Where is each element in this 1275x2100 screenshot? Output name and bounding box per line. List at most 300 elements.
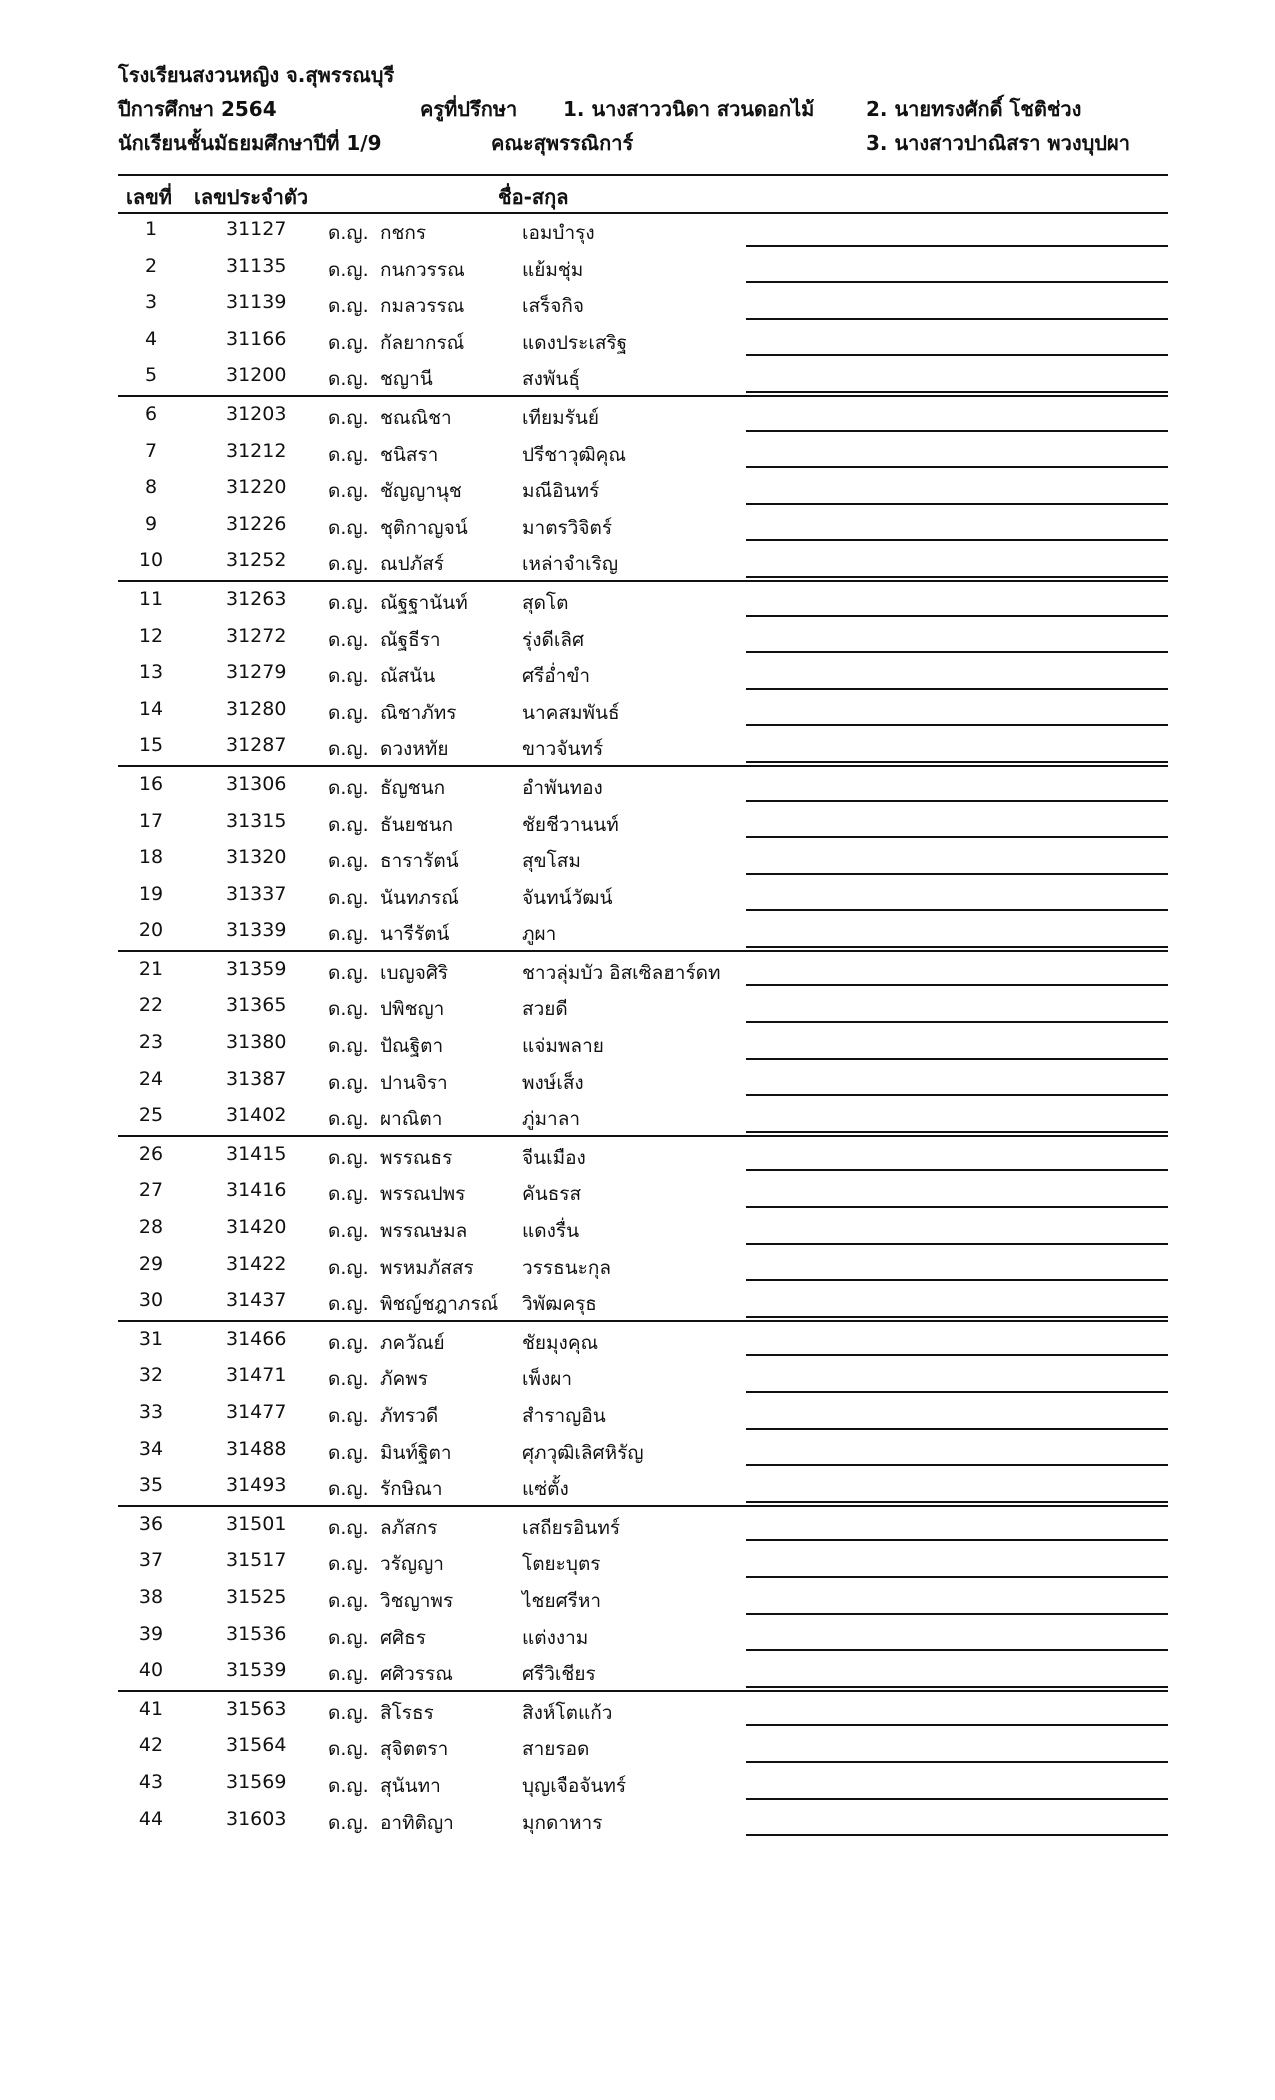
student-id: 31603 xyxy=(226,1807,287,1830)
name-prefix: ด.ญ. xyxy=(328,1441,369,1464)
student-id: 31315 xyxy=(226,809,287,832)
table-row xyxy=(118,913,1168,950)
last-name: มุกดาหาร xyxy=(522,1811,603,1834)
first-name: พรรณธร xyxy=(380,1146,453,1169)
table-row xyxy=(118,1580,1168,1617)
last-name: มาตรวิจิตร์ xyxy=(522,516,613,539)
name-prefix: ด.ญ. xyxy=(328,222,369,244)
last-name: สงพันธุ์ xyxy=(522,368,580,391)
table-row xyxy=(118,470,1168,507)
table-row xyxy=(118,1135,1168,1174)
student-id: 31226 xyxy=(226,512,287,535)
academic-year: ปีการศึกษา 2564 xyxy=(118,97,277,121)
last-name: สำราญอิน xyxy=(522,1405,606,1427)
last-name: พงษ์เส็ง xyxy=(522,1071,584,1094)
student-id: 31416 xyxy=(226,1179,287,1202)
first-name: สุจิตตรา xyxy=(380,1738,449,1761)
last-name: ภูผา xyxy=(522,923,557,946)
student-number: 6 xyxy=(144,402,158,425)
name-prefix: ด.ญ. xyxy=(328,1108,369,1131)
table-row xyxy=(118,1320,1168,1359)
table-row xyxy=(118,434,1168,471)
first-name: กมลวรรณ xyxy=(380,295,465,318)
first-name: รักษิณา xyxy=(380,1478,443,1501)
student-number: 4 xyxy=(144,327,158,350)
name-prefix: ด.ญ. xyxy=(328,665,369,688)
table-row xyxy=(118,619,1168,656)
student-number: 32 xyxy=(138,1364,164,1387)
last-name: มณีอินทร์ xyxy=(522,480,600,503)
student-number: 14 xyxy=(138,697,164,720)
student-list xyxy=(118,212,1168,1838)
student-id: 31501 xyxy=(226,1512,287,1535)
first-name: นารีรัตน์ xyxy=(380,923,450,946)
student-number: 8 xyxy=(144,476,158,499)
table-row xyxy=(118,655,1168,692)
column-header-name: ชื่อ-สกุล xyxy=(498,185,569,209)
table-row xyxy=(118,1653,1168,1690)
name-prefix: ด.ญ. xyxy=(328,628,369,651)
student-id: 31200 xyxy=(226,364,287,387)
first-name: ธัญชนก xyxy=(380,776,446,799)
advisor-label: ครูที่ปรึกษา xyxy=(420,97,518,121)
last-name: โตยะบุตร xyxy=(522,1553,601,1576)
name-prefix: ด.ญ. xyxy=(328,998,369,1021)
advisor-3: 3. นางสาวปาณิสรา พวงบุปผา xyxy=(866,131,1130,155)
first-name: ธารารัตน์ xyxy=(380,850,459,873)
student-number: 30 xyxy=(138,1289,164,1312)
student-number: 40 xyxy=(138,1659,164,1682)
student-id: 31517 xyxy=(226,1549,287,1572)
signature-line xyxy=(746,1464,1168,1466)
last-name: เหล่าจำเริญ xyxy=(522,553,619,576)
signature-line xyxy=(746,1576,1168,1578)
table-row xyxy=(118,1728,1168,1765)
column-header-no: เลขที่ xyxy=(126,185,172,209)
name-prefix: ด.ญ. xyxy=(328,1293,369,1316)
document-header xyxy=(118,58,1168,160)
signature-line xyxy=(746,800,1168,802)
last-name: ศรีวิเชียร xyxy=(522,1663,596,1686)
table-row xyxy=(118,728,1168,765)
signature-line xyxy=(746,1428,1168,1430)
name-prefix: ด.ญ. xyxy=(328,553,369,576)
student-number: 5 xyxy=(144,364,158,387)
signature-line xyxy=(746,576,1168,578)
name-prefix: ด.ญ. xyxy=(328,443,369,466)
signature-line xyxy=(746,354,1168,356)
signature-line xyxy=(746,724,1168,726)
signature-line xyxy=(746,761,1168,763)
header-line-1 xyxy=(118,58,1168,92)
student-number: 26 xyxy=(138,1142,164,1165)
student-id: 31422 xyxy=(226,1252,287,1275)
signature-line xyxy=(746,430,1168,432)
signature-line xyxy=(746,1094,1168,1096)
last-name: แย้มชุ่ม xyxy=(522,258,584,281)
advisor-2: 2. นายทรงศักดิ์ โชติช่วง xyxy=(866,97,1082,121)
first-name: มินท์ฐิตา xyxy=(380,1441,452,1464)
signature-line xyxy=(746,946,1168,948)
student-number: 33 xyxy=(138,1401,164,1423)
last-name: ปรีชาวุฒิคุณ xyxy=(522,443,626,466)
student-id: 31263 xyxy=(226,587,287,610)
first-name: ภัทรวดี xyxy=(380,1405,439,1427)
name-prefix: ด.ญ. xyxy=(328,1405,369,1427)
student-number: 12 xyxy=(138,624,164,647)
student-id: 31493 xyxy=(226,1474,287,1497)
student-number: 10 xyxy=(138,549,164,572)
first-name: พรรณปพร xyxy=(380,1183,466,1206)
student-number: 2 xyxy=(144,254,158,277)
student-number: 41 xyxy=(138,1697,164,1720)
last-name: เสร็จกิจ xyxy=(522,295,585,318)
table-row xyxy=(118,1025,1168,1062)
student-number: 28 xyxy=(138,1216,164,1239)
name-prefix: ด.ญ. xyxy=(328,258,369,281)
student-id: 31280 xyxy=(226,697,287,720)
student-number: 9 xyxy=(144,512,158,535)
student-id: 31564 xyxy=(226,1734,287,1757)
first-name: สิโรธร xyxy=(380,1701,434,1724)
last-name: คันธรส xyxy=(522,1183,582,1206)
last-name: จีนเมือง xyxy=(522,1146,586,1169)
first-name: ศศิธร xyxy=(380,1626,426,1649)
student-number: 38 xyxy=(138,1585,164,1608)
school-name: โรงเรียนสงวนหญิง จ.สุพรรณบุรี xyxy=(118,63,395,87)
first-name: ดวงหทัย xyxy=(380,738,449,761)
signature-line xyxy=(746,909,1168,911)
signature-line xyxy=(746,1354,1168,1356)
signature-line xyxy=(746,1761,1168,1763)
student-number: 3 xyxy=(144,291,158,314)
first-name: ชนิสรา xyxy=(380,443,439,466)
student-number: 37 xyxy=(138,1549,164,1572)
table-row xyxy=(118,1690,1168,1729)
program-name: คณะสุพรรณิการ์ xyxy=(491,131,634,155)
signature-line xyxy=(746,1279,1168,1281)
name-prefix: ด.ญ. xyxy=(328,738,369,761)
student-id: 31166 xyxy=(226,327,287,350)
signature-line xyxy=(746,391,1168,393)
student-number: 25 xyxy=(138,1104,164,1127)
student-id: 31139 xyxy=(226,291,287,314)
signature-line xyxy=(746,836,1168,838)
table-row xyxy=(118,507,1168,544)
table-row xyxy=(118,1098,1168,1135)
student-id: 31359 xyxy=(226,957,287,980)
student-id: 31477 xyxy=(226,1401,287,1423)
table-row xyxy=(118,249,1168,286)
name-prefix: ด.ญ. xyxy=(328,1516,369,1539)
signature-line xyxy=(746,984,1168,986)
table-row xyxy=(118,212,1168,249)
table-row xyxy=(118,1505,1168,1544)
signature-line xyxy=(746,1686,1168,1688)
signature-line xyxy=(746,1169,1168,1171)
last-name: ภู่มาลา xyxy=(522,1108,581,1131)
student-id: 31127 xyxy=(226,218,287,240)
student-number: 20 xyxy=(138,919,164,942)
student-id: 31337 xyxy=(226,882,287,905)
first-name: พรหมภัสสร xyxy=(380,1256,474,1279)
last-name: วรรธนะกุล xyxy=(522,1256,612,1279)
student-number: 11 xyxy=(138,587,164,610)
student-id: 31569 xyxy=(226,1770,287,1793)
name-prefix: ด.ญ. xyxy=(328,331,369,354)
name-prefix: ด.ญ. xyxy=(328,295,369,318)
signature-line xyxy=(746,1206,1168,1208)
signature-line xyxy=(746,873,1168,875)
signature-line xyxy=(746,615,1168,617)
student-id: 31339 xyxy=(226,919,287,942)
header-line-3 xyxy=(118,126,1168,160)
first-name: สุนันทา xyxy=(380,1774,441,1797)
student-number: 29 xyxy=(138,1252,164,1275)
student-number: 23 xyxy=(138,1031,164,1054)
first-name: ผาณิตา xyxy=(380,1108,443,1131)
table-row xyxy=(118,1283,1168,1320)
signature-line xyxy=(746,1243,1168,1245)
student-id: 31525 xyxy=(226,1585,287,1608)
table-row xyxy=(118,285,1168,322)
student-id: 31387 xyxy=(226,1067,287,1090)
last-name: สิงห์โตแก้ว xyxy=(522,1701,613,1724)
student-number: 35 xyxy=(138,1474,164,1497)
signature-line xyxy=(746,1058,1168,1060)
table-row xyxy=(118,1765,1168,1802)
table-row xyxy=(118,1468,1168,1505)
signature-line xyxy=(746,688,1168,690)
name-prefix: ด.ญ. xyxy=(328,1220,369,1243)
student-id: 31471 xyxy=(226,1364,287,1387)
student-number: 44 xyxy=(138,1807,164,1830)
last-name: เสถียรอินทร์ xyxy=(522,1516,621,1539)
name-prefix: ด.ญ. xyxy=(328,886,369,909)
name-prefix: ด.ญ. xyxy=(328,961,369,984)
student-id: 31563 xyxy=(226,1697,287,1720)
student-id: 31466 xyxy=(226,1327,287,1350)
name-prefix: ด.ญ. xyxy=(328,1071,369,1094)
name-prefix: ด.ญ. xyxy=(328,1256,369,1279)
name-prefix: ด.ญ. xyxy=(328,850,369,873)
signature-line xyxy=(746,1391,1168,1393)
signature-line xyxy=(746,245,1168,247)
signature-line xyxy=(746,1021,1168,1023)
first-name: นันทภรณ์ xyxy=(380,886,459,909)
student-id: 31536 xyxy=(226,1622,287,1645)
table-row xyxy=(118,692,1168,729)
last-name: เทียมรันย์ xyxy=(522,406,600,429)
student-id: 31437 xyxy=(226,1289,287,1312)
student-id: 31415 xyxy=(226,1142,287,1165)
student-number: 19 xyxy=(138,882,164,905)
student-id: 31203 xyxy=(226,402,287,425)
table-row xyxy=(118,877,1168,914)
table-row xyxy=(118,580,1168,619)
last-name: สายรอด xyxy=(522,1738,590,1761)
last-name: ไชยศรีหา xyxy=(522,1589,602,1612)
first-name: ปัณฐิตา xyxy=(380,1035,444,1058)
first-name: ณัสนัน xyxy=(380,665,436,688)
table-row xyxy=(118,1062,1168,1099)
student-id: 31380 xyxy=(226,1031,287,1054)
student-number: 16 xyxy=(138,772,164,795)
table-row xyxy=(118,1617,1168,1654)
first-name: พรรณษมล xyxy=(380,1220,468,1243)
student-number: 27 xyxy=(138,1179,164,1202)
signature-line xyxy=(746,1539,1168,1541)
name-prefix: ด.ญ. xyxy=(328,1811,369,1834)
signature-line xyxy=(746,503,1168,505)
student-id: 31539 xyxy=(226,1659,287,1682)
first-name: ปานจิรา xyxy=(380,1071,448,1094)
first-name: ปพิชญา xyxy=(380,998,445,1021)
first-name: ธันยชนก xyxy=(380,813,454,836)
first-name: ณปภัสร์ xyxy=(380,553,445,576)
signature-line xyxy=(746,1834,1168,1836)
last-name: รุ่งดีเลิศ xyxy=(522,628,585,651)
last-name: ศรีอ่ำขำ xyxy=(522,665,591,688)
last-name: นาคสมพันธ์ xyxy=(522,701,620,724)
student-number: 18 xyxy=(138,846,164,869)
name-prefix: ด.ญ. xyxy=(328,1035,369,1058)
first-name: วิชญาพร xyxy=(380,1589,454,1612)
last-name: บุญเจือจันทร์ xyxy=(522,1774,627,1797)
signature-line xyxy=(746,1613,1168,1615)
student-id: 31320 xyxy=(226,846,287,869)
name-prefix: ด.ญ. xyxy=(328,1738,369,1761)
student-id: 31220 xyxy=(226,476,287,499)
name-prefix: ด.ญ. xyxy=(328,1701,369,1724)
student-number: 36 xyxy=(138,1512,164,1535)
first-name: ณัฐฐานันท์ xyxy=(380,591,468,614)
first-name: ณัฐธีรา xyxy=(380,628,441,651)
table-row xyxy=(118,358,1168,395)
last-name: สุขโสม xyxy=(522,850,581,873)
student-number: 42 xyxy=(138,1734,164,1757)
first-name: อาทิติญา xyxy=(380,1811,454,1834)
signature-line xyxy=(746,466,1168,468)
student-number: 39 xyxy=(138,1622,164,1645)
student-number: 22 xyxy=(138,994,164,1017)
student-number: 7 xyxy=(144,439,158,462)
name-prefix: ด.ญ. xyxy=(328,923,369,946)
last-name: เพ็งผา xyxy=(522,1368,573,1391)
signature-line xyxy=(746,1131,1168,1133)
student-id: 31252 xyxy=(226,549,287,572)
first-name: ภควัณย์ xyxy=(380,1331,445,1354)
first-name: ณิชาภัทร xyxy=(380,701,457,724)
signature-line xyxy=(746,1316,1168,1318)
signature-line xyxy=(746,1798,1168,1800)
first-name: ชณณิชา xyxy=(380,406,452,429)
first-name: ชญานี xyxy=(380,368,433,391)
name-prefix: ด.ญ. xyxy=(328,813,369,836)
column-header-id: เลขประจำตัว xyxy=(194,185,309,209)
table-row xyxy=(118,1802,1168,1839)
table-row xyxy=(118,765,1168,804)
name-prefix: ด.ญ. xyxy=(328,368,369,391)
first-name: พิชญ์ชฎาภรณ์ xyxy=(380,1293,499,1316)
last-name: แจ่มพลาย xyxy=(522,1035,604,1058)
signature-line xyxy=(746,651,1168,653)
student-id: 31420 xyxy=(226,1216,287,1239)
name-prefix: ด.ญ. xyxy=(328,1146,369,1169)
name-prefix: ด.ญ. xyxy=(328,1663,369,1686)
student-id: 31287 xyxy=(226,734,287,757)
table-row xyxy=(118,950,1168,989)
student-id: 31488 xyxy=(226,1437,287,1460)
student-id: 31365 xyxy=(226,994,287,1017)
signature-line xyxy=(746,281,1168,283)
signature-line xyxy=(746,1501,1168,1503)
first-name: เบญจศิริ xyxy=(380,961,449,984)
table-row xyxy=(118,1395,1168,1432)
name-prefix: ด.ญ. xyxy=(328,1626,369,1649)
table-row xyxy=(118,804,1168,841)
student-number: 17 xyxy=(138,809,164,832)
student-number: 15 xyxy=(138,734,164,757)
last-name: ชัยชีวานนท์ xyxy=(522,813,619,836)
first-name: ลภัสกร xyxy=(380,1516,438,1539)
student-id: 31272 xyxy=(226,624,287,647)
student-id: 31279 xyxy=(226,661,287,684)
student-number: 34 xyxy=(138,1437,164,1460)
name-prefix: ด.ญ. xyxy=(328,1478,369,1501)
signature-line xyxy=(746,1724,1168,1726)
student-id: 31402 xyxy=(226,1104,287,1127)
table-row xyxy=(118,322,1168,359)
signature-line xyxy=(746,318,1168,320)
name-prefix: ด.ญ. xyxy=(328,591,369,614)
name-prefix: ด.ญ. xyxy=(328,1331,369,1354)
first-name: กชกร xyxy=(380,222,427,244)
table-header xyxy=(118,174,1168,214)
header-line-2 xyxy=(118,92,1168,126)
first-name: ชัญญานุช xyxy=(380,480,462,503)
table-row xyxy=(118,1358,1168,1395)
first-name: กัลยากรณ์ xyxy=(380,331,465,354)
table-row xyxy=(118,1210,1168,1247)
table-row xyxy=(118,543,1168,580)
last-name: แซ่ตั้ง xyxy=(522,1478,569,1501)
last-name: เอมบำรุง xyxy=(522,222,595,244)
name-prefix: ด.ญ. xyxy=(328,776,369,799)
last-name: ขาวจันทร์ xyxy=(522,738,604,761)
last-name: จันทน์วัฒน์ xyxy=(522,886,613,909)
first-name: กนกวรรณ xyxy=(380,258,465,281)
signature-line xyxy=(746,539,1168,541)
student-id: 31135 xyxy=(226,254,287,277)
student-number: 21 xyxy=(138,957,164,980)
table-row xyxy=(118,1543,1168,1580)
table-row xyxy=(118,1247,1168,1284)
last-name: ชัยมุงคุณ xyxy=(522,1331,599,1354)
table-row xyxy=(118,840,1168,877)
first-name: ศศิวรรณ xyxy=(380,1663,453,1686)
name-prefix: ด.ญ. xyxy=(328,406,369,429)
student-number: 1 xyxy=(144,218,158,240)
name-prefix: ด.ญ. xyxy=(328,1368,369,1391)
name-prefix: ด.ญ. xyxy=(328,1553,369,1576)
student-number: 13 xyxy=(138,661,164,684)
signature-line xyxy=(746,1649,1168,1651)
last-name: สวยดี xyxy=(522,998,568,1021)
last-name: แดงประเสริฐ xyxy=(522,331,628,354)
student-number: 24 xyxy=(138,1067,164,1090)
first-name: ชุติกาญจน์ xyxy=(380,516,468,539)
